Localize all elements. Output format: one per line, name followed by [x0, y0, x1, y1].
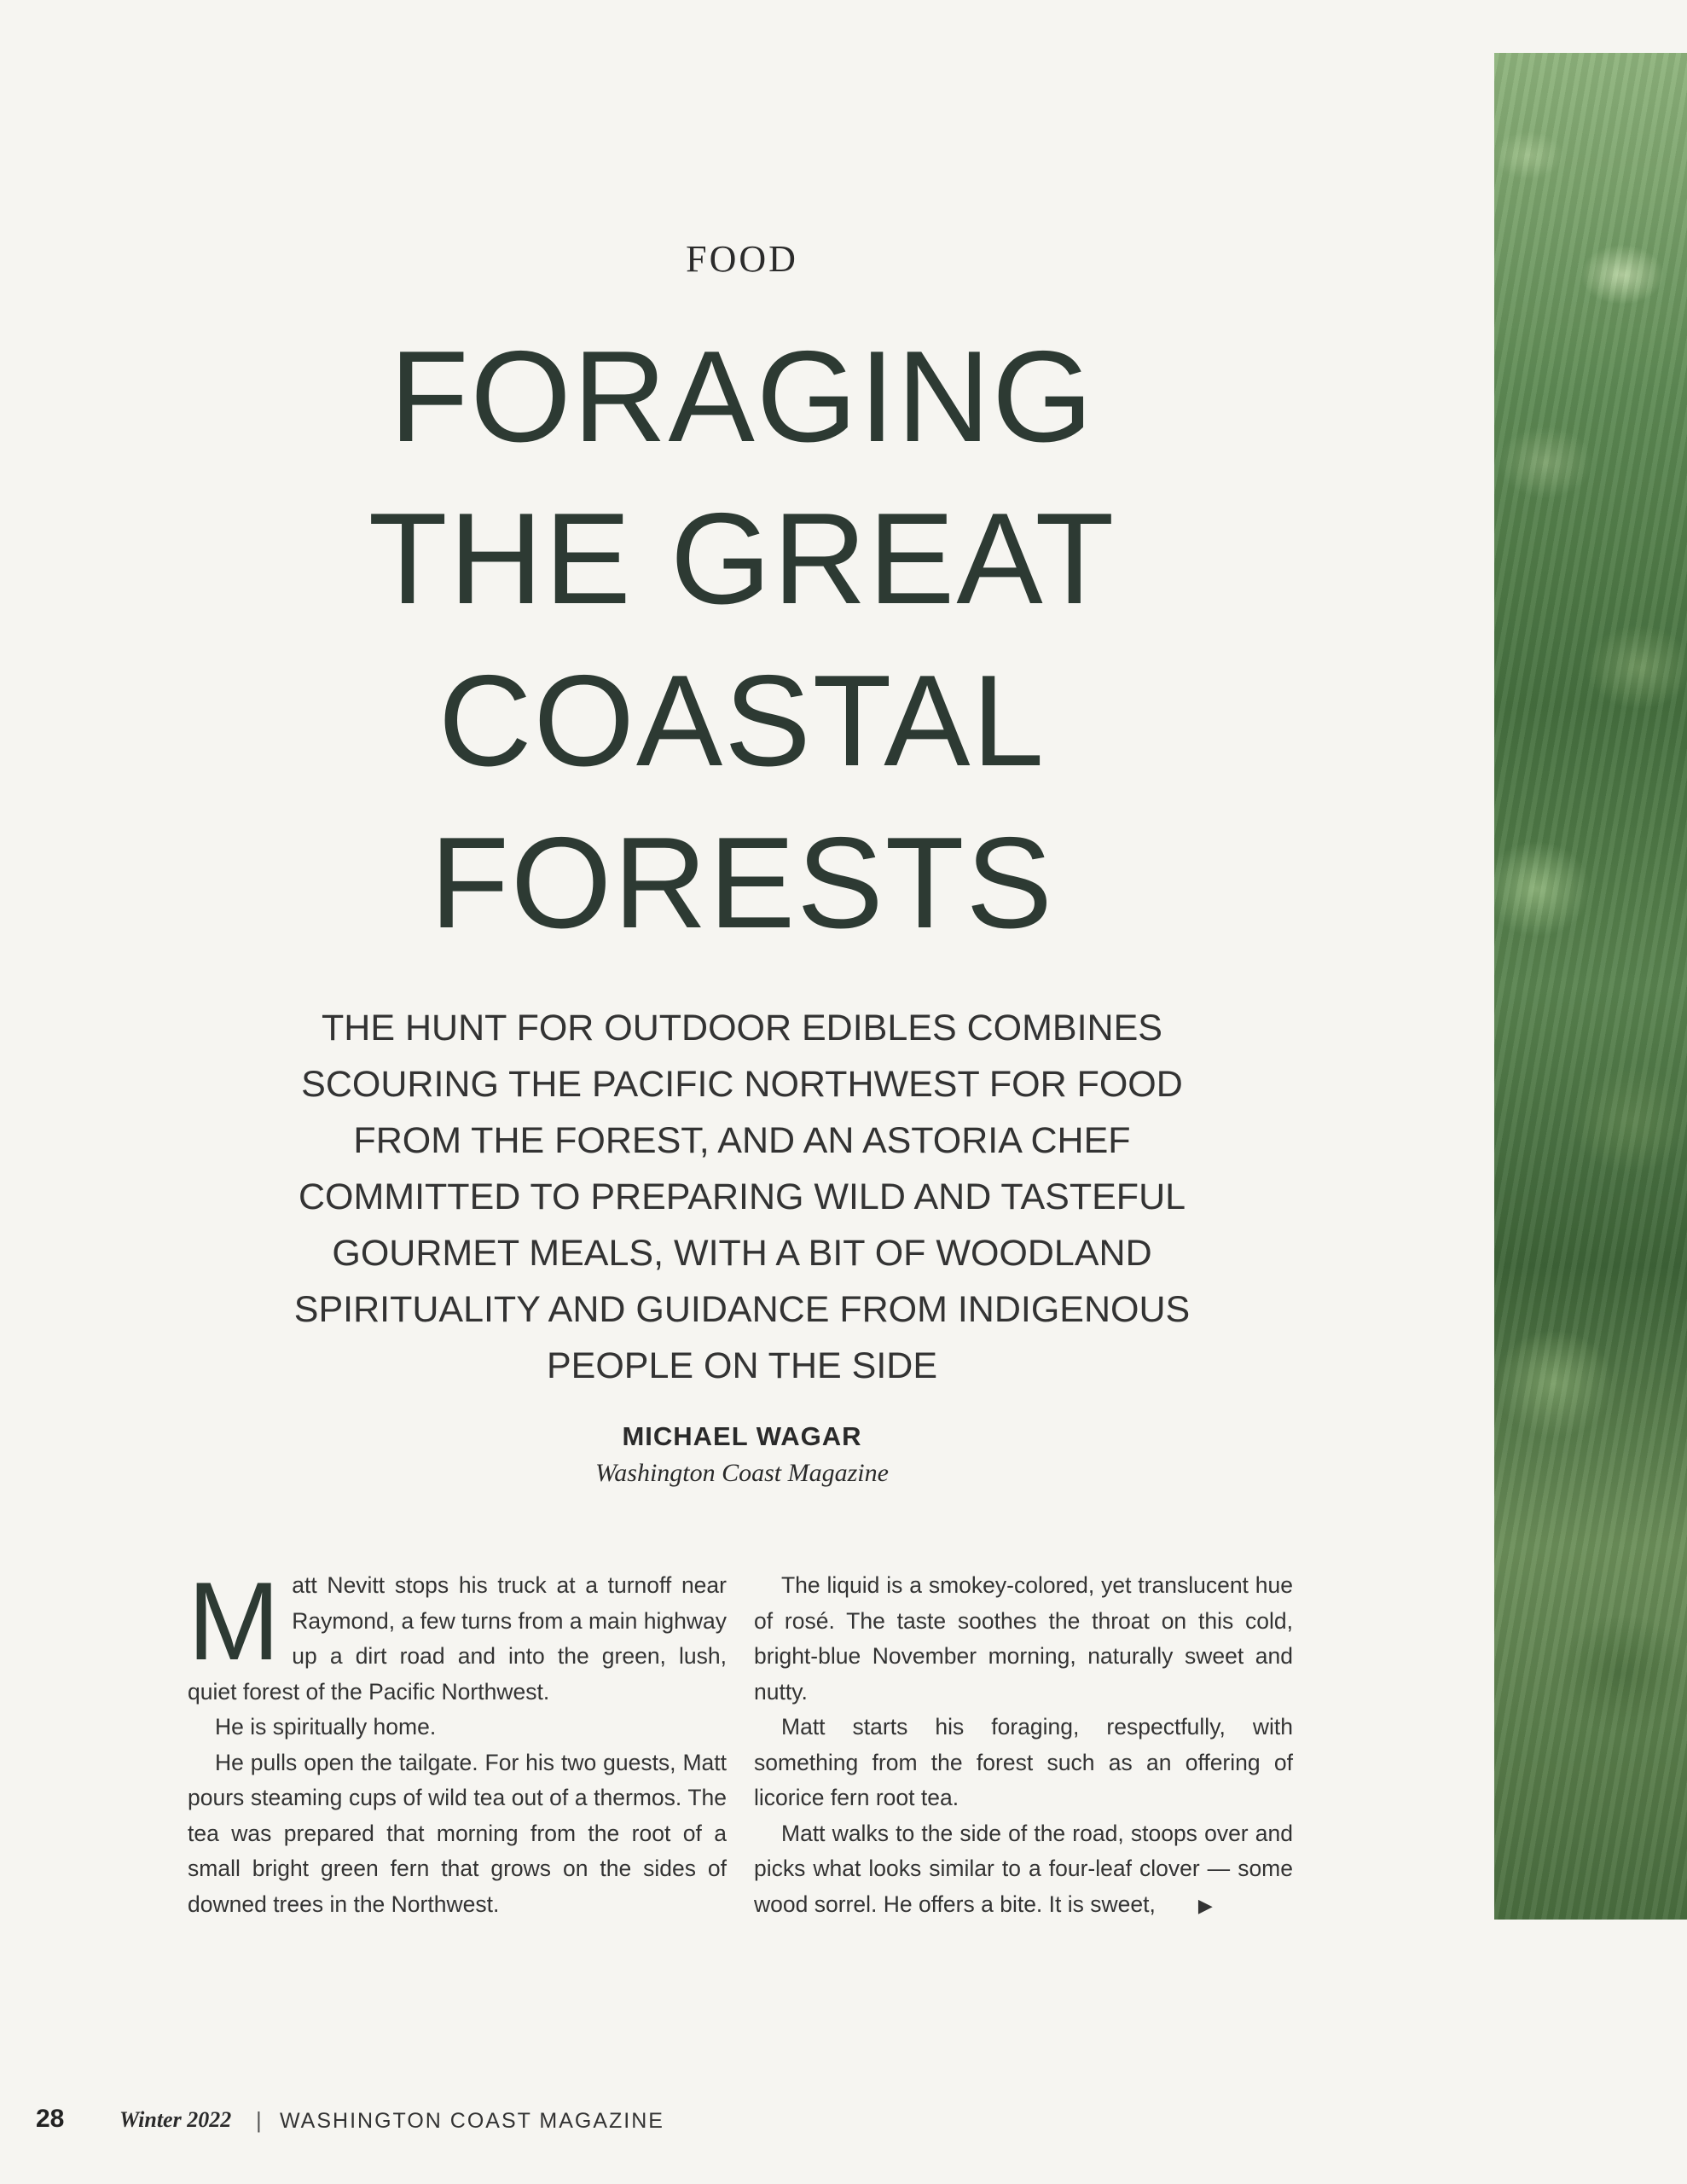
deck-line: PEOPLE ON THE SIDE	[546, 1345, 937, 1386]
headline-line: FORAGING	[389, 324, 1095, 469]
body-paragraph	[754, 1816, 1293, 1924]
author-name: MICHAEL WAGAR	[622, 1421, 862, 1451]
headline-line: THE GREAT	[368, 486, 1116, 631]
body-paragraph: He pulls open the tailgate. For his two guests, Matt pours steaming cups of wild tea out of a thermos. The tea was prepared that morning from the root of a small bright green fern that grows on the sides of downed trees in the Northwest.	[188, 1749, 727, 1917]
drop-cap: M	[188, 1559, 281, 1683]
headline-line: FORESTS	[430, 810, 1054, 956]
lead-paragraph	[188, 1559, 727, 1710]
body-column-left	[188, 1559, 727, 1922]
page-number: 28	[36, 2105, 65, 2133]
body-paragraph: Matt starts his foraging, respectfully, with something from the forest such as an offering of licorice fern root tea.	[754, 1714, 1293, 1810]
deck-line: THE HUNT FOR OUTDOOR EDIBLES COMBINES	[322, 1008, 1162, 1048]
body-paragraph-text: Matt walks to the side of the road, stoops over and picks what looks similar to a four-leaf clover — some wood sorrel. He offers a bite. It is sweet,	[754, 1820, 1293, 1917]
deck-line: SCOURING THE PACIFIC NORTHWEST FOR FOOD	[301, 1064, 1183, 1105]
body-paragraph: The liquid is a smokey-colored, yet translucent hue of rosé. The taste soothes the throat on this cold, bright-blue November morning, naturally sweet and nutty.	[754, 1572, 1293, 1705]
deck-line: FROM THE FOREST, AND AN ASTORIA CHEF	[353, 1120, 1131, 1161]
headline	[0, 316, 1484, 964]
deck-line: SPIRITUALITY AND GUIDANCE FROM INDIGENOUS	[293, 1289, 1191, 1330]
body-paragraph: He is spiritually home.	[215, 1714, 437, 1740]
issue-season: Winter 2022	[119, 2107, 232, 2132]
lead-text: att Nevitt stops his truck at a turnoff near Raymond, a few turns from a main highway up a dirt road and into the green, lush, quiet forest of the Pacific Northwest.	[188, 1572, 727, 1705]
forest-foliage-photo	[1494, 53, 1687, 1920]
section-label: FOOD	[686, 238, 798, 280]
body-column-right	[754, 1568, 1293, 1923]
footer-magazine-name: WASHINGTON COAST MAGAZINE	[280, 2109, 664, 2133]
headline-line: COASTAL	[438, 648, 1046, 793]
deck-line: GOURMET MEALS, WITH A BIT OF WOODLAND	[332, 1233, 1152, 1274]
footer-separator: |	[256, 2107, 262, 2133]
deck-line: COMMITTED TO PREPARING WILD AND TASTEFUL	[298, 1176, 1186, 1217]
publication-credit: Washington Coast Magazine	[595, 1459, 889, 1487]
deck-subtitle	[196, 1000, 1288, 1394]
continue-arrow-icon: ▶	[1197, 1894, 1213, 1916]
